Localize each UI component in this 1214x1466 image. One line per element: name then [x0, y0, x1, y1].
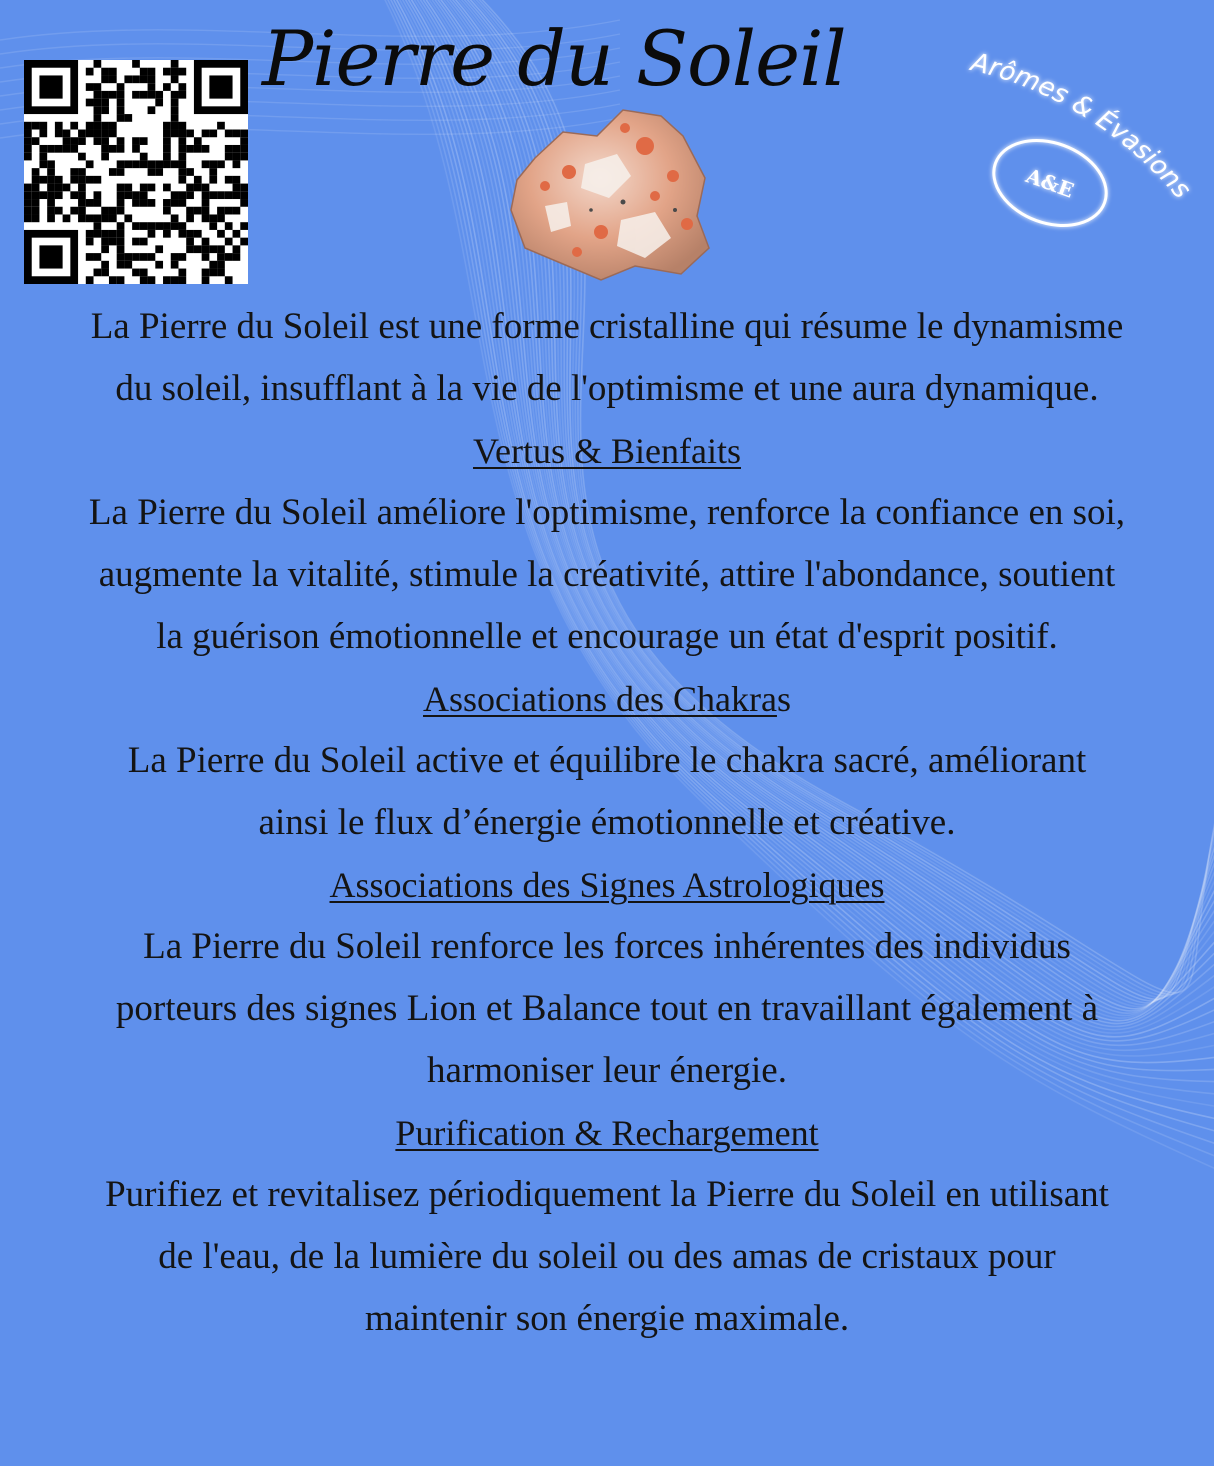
- section-heading-signes: Associations des Signes Astrologiques: [329, 865, 885, 905]
- section-heading-vertus: Vertus & Bienfaits: [473, 431, 741, 471]
- section-line: harmoniser leur énergie.: [427, 1050, 787, 1091]
- brand-abbreviation: A&E: [1022, 163, 1078, 203]
- brand-logo: [960, 40, 1210, 290]
- qr-code: [24, 60, 248, 284]
- section-heading-text: Associations des Chakra: [423, 679, 777, 719]
- section-line: porteurs des signes Lion et Balance tout en travaillant également à: [115, 988, 1099, 1029]
- section-line: La Pierre du Soleil renforce les forces inhérentes des individus: [143, 926, 1071, 967]
- section-line: de l'eau, de la lumière du soleil ou des amas de cristaux pour: [158, 1236, 1056, 1277]
- section-line: la guérison émotionnelle et encourage un état d'esprit positif.: [156, 616, 1058, 657]
- sunstone-image: [505, 106, 717, 282]
- section-heading-suffix: s: [776, 679, 791, 719]
- brand-name: Arômes & Évasions: [968, 47, 1197, 205]
- intro-line: du soleil, insufflant à la vie de l'optimisme et une aura dynamique.: [115, 368, 1099, 409]
- content: [14, 296, 1200, 1350]
- section-heading-purification: Purification & Rechargement: [395, 1113, 819, 1153]
- section-line: La Pierre du Soleil améliore l'optimisme, renforce la confiance en soi,: [88, 492, 1126, 533]
- section-line: La Pierre du Soleil active et équilibre le chakra sacré, améliorant: [127, 740, 1087, 781]
- page-title: Pierre du Soleil: [262, 14, 846, 103]
- section-line: augmente la vitalité, stimule la créativité, attire l'abondance, soutient: [98, 554, 1116, 595]
- section-line: ainsi le flux d’énergie émotionnelle et créative.: [258, 802, 956, 843]
- section-heading-chakras: [14, 668, 1200, 730]
- section-line: Purifiez et revitalisez périodiquement la Pierre du Soleil en utilisant: [105, 1174, 1109, 1215]
- intro-line: La Pierre du Soleil est une forme cristalline qui résume le dynamisme: [90, 306, 1124, 347]
- section-line: maintenir son énergie maximale.: [364, 1298, 850, 1339]
